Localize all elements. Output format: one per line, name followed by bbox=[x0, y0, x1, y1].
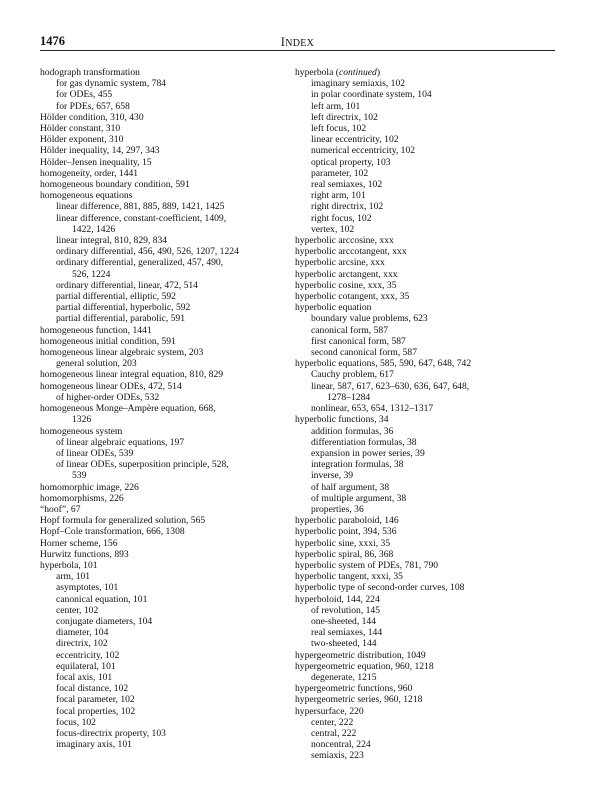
index-entry: hyperbolic equation bbox=[295, 302, 372, 314]
index-column-left bbox=[40, 67, 280, 750]
index-entry: homogeneous system bbox=[40, 425, 123, 437]
index-subentry: for PDEs, 657, 658 bbox=[56, 100, 130, 112]
index-entry: Hölder–Jensen inequality, 15 bbox=[40, 156, 152, 168]
index-subentry: vertex, 102 bbox=[311, 223, 355, 235]
index-subentry: second canonical form, 587 bbox=[311, 347, 418, 359]
index-subentry: linear difference, constant-coefficient, 1409, bbox=[56, 212, 227, 224]
index-entry: Hopf formula for generalized solution, 565 bbox=[40, 515, 206, 527]
index-entry: Hopf–Cole transformation, 666, 1308 bbox=[40, 526, 185, 538]
index-entry: homomorphic image, 226 bbox=[40, 481, 139, 493]
index-subentry: asymptotes, 101 bbox=[56, 582, 119, 594]
index-subentry: Cauchy problem, 617 bbox=[311, 369, 394, 381]
index-subentry: of half argument, 38 bbox=[311, 481, 390, 493]
index-subentry: conjugate diameters, 104 bbox=[56, 615, 153, 627]
index-subentry: properties, 36 bbox=[311, 503, 364, 515]
index-subentry: first canonical form, 587 bbox=[311, 335, 406, 347]
index-subentry: left directrix, 102 bbox=[311, 111, 378, 123]
index-entry: hyperbolic arccosine, xxx bbox=[295, 235, 394, 247]
index-subentry: linear, 587, 617, 623–630, 636, 647, 648, bbox=[311, 380, 470, 392]
index-subentry: of multiple argument, 38 bbox=[311, 492, 407, 504]
index-entry: homomorphisms, 226 bbox=[40, 492, 124, 504]
running-title-initial: I bbox=[280, 35, 286, 49]
index-subentry: focal parameter, 102 bbox=[56, 694, 135, 706]
index-entry: hyperbolic cotangent, xxx, 35 bbox=[295, 291, 410, 303]
index-entry: homogeneous function, 1441 bbox=[40, 324, 152, 336]
index-subentry: central, 222 bbox=[311, 727, 357, 739]
index-subentry: expansion in power series, 39 bbox=[311, 447, 425, 459]
index-subentry: noncentral, 224 bbox=[311, 739, 371, 751]
index-entry: hypersurface, 220 bbox=[295, 705, 364, 717]
running-title bbox=[40, 35, 555, 50]
index-subentry: 526, 1224 bbox=[72, 268, 111, 280]
index-subentry: differentiation formulas, 38 bbox=[311, 436, 417, 448]
page-header bbox=[40, 34, 555, 50]
page-number: 1476 bbox=[40, 34, 65, 48]
index-subentry: real semiaxes, 102 bbox=[311, 179, 383, 191]
index-subentry: partial differential, hyperbolic, 592 bbox=[56, 302, 191, 314]
index-entry: hyperbolic arcsine, xxx bbox=[295, 257, 385, 269]
index-subentry: of higher-order ODEs, 532 bbox=[56, 391, 160, 403]
index-subentry: degenerate, 1215 bbox=[311, 671, 377, 683]
index-entry: hypergeometric functions, 960 bbox=[295, 683, 413, 695]
index-subentry: left focus, 102 bbox=[311, 123, 367, 135]
index-subentry: inverse, 39 bbox=[311, 470, 354, 482]
index-entry: Horner scheme, 156 bbox=[40, 537, 118, 549]
index-subentry: ordinary differential, generalized, 457, 490, bbox=[56, 257, 224, 269]
index-subentry: for gas dynamic system, 784 bbox=[56, 78, 167, 90]
index-entry: hyperbolic tangent, xxxi, 35 bbox=[295, 571, 403, 583]
index-entry: homogeneous Monge–Ampère equation, 668, bbox=[40, 403, 216, 415]
index-entry: hypergeometric equation, 960, 1218 bbox=[295, 660, 434, 672]
index-subentry: of linear ODEs, superposition principle, 528, bbox=[56, 459, 229, 471]
index-subentry: focus-directrix property, 103 bbox=[56, 727, 166, 739]
index-subentry: imaginary semiaxis, 102 bbox=[311, 78, 406, 90]
index-entry: homogeneous linear integral equation, 810, 829 bbox=[40, 369, 224, 381]
index-entry: hyperbolic sine, xxxi, 35 bbox=[295, 537, 391, 549]
index-subentry: imaginary axis, 101 bbox=[56, 739, 132, 751]
index-subentry: two-sheeted, 144 bbox=[311, 638, 377, 650]
index-entry: hyperbolic equations, 585, 590, 647, 648, 742 bbox=[295, 358, 472, 370]
index-subentry: linear integral, 810, 829, 834 bbox=[56, 235, 168, 247]
index-subentry: partial differential, elliptic, 592 bbox=[56, 291, 176, 303]
index-subentry: focal axis, 101 bbox=[56, 671, 113, 683]
index-subentry: directrix, 102 bbox=[56, 638, 108, 650]
index-entry: hyperbolic point, 394, 536 bbox=[295, 526, 397, 538]
index-entry: hyperbolic cosine, xxx, 35 bbox=[295, 279, 397, 291]
index-subentry: semiaxis, 223 bbox=[311, 750, 364, 762]
index-subentry: equilateral, 101 bbox=[56, 660, 116, 672]
index-entry: Hurwitz functions, 893 bbox=[40, 548, 129, 560]
index-entry: homogeneous equations bbox=[40, 190, 133, 202]
index-entry: hypergeometric distribution, 1049 bbox=[295, 649, 426, 661]
index-subentry: right directrix, 102 bbox=[311, 201, 384, 213]
index-subentry: nonlinear, 653, 654, 1312–1317 bbox=[311, 403, 434, 415]
index-entry: hyperboloid, 144, 224 bbox=[295, 593, 380, 605]
index-entry: homogeneous initial condition, 591 bbox=[40, 335, 176, 347]
index-entry: Hölder exponent, 310 bbox=[40, 134, 124, 146]
index-subentry: linear eccentricity, 102 bbox=[311, 134, 399, 146]
index-entry: hyperbolic functions, 34 bbox=[295, 414, 389, 426]
index-subentry: parameter, 102 bbox=[311, 167, 369, 179]
index-entry: hyperbolic arccotangent, xxx bbox=[295, 246, 407, 258]
index-subentry: eccentricity, 102 bbox=[56, 649, 120, 661]
index-subentry: center, 102 bbox=[56, 604, 99, 616]
index-entry: homogeneous linear algebraic system, 203 bbox=[40, 347, 204, 359]
index-subentry: general solution, 203 bbox=[56, 358, 137, 370]
index-subentry: 539 bbox=[72, 470, 87, 482]
index-subentry: numerical eccentricity, 102 bbox=[311, 145, 416, 157]
index-subentry: ordinary differential, linear, 472, 514 bbox=[56, 279, 198, 291]
index-subentry: real semiaxes, 144 bbox=[311, 627, 383, 639]
index-subentry: focal distance, 102 bbox=[56, 683, 129, 695]
index-subentry: ordinary differential, 456, 490, 526, 1207, 1224 bbox=[56, 246, 239, 258]
running-title-smallcaps: NDEX bbox=[285, 38, 315, 49]
index-entry: Hölder condition, 310, 430 bbox=[40, 111, 144, 123]
index-subentry: of linear ODEs, 539 bbox=[56, 447, 134, 459]
index-subentry: focal properties, 102 bbox=[56, 705, 136, 717]
index-subentry: canonical form, 587 bbox=[311, 324, 388, 336]
index-entry: “hoof”, 67 bbox=[40, 503, 81, 515]
index-entry: Hölder inequality, 14, 297, 343 bbox=[40, 145, 160, 157]
index-entry: hyperbola (continued) bbox=[295, 67, 381, 78]
index-subentry: diameter, 104 bbox=[56, 627, 109, 639]
index-entry: hyperbolic paraboloid, 146 bbox=[295, 515, 399, 527]
index-entry: hyperbolic type of second-order curves, 108 bbox=[295, 582, 465, 594]
index-subentry: of linear algebraic equations, 197 bbox=[56, 436, 185, 448]
index-subentry: linear difference, 881, 885, 889, 1421, 1425 bbox=[56, 201, 225, 213]
index-subentry: 1326 bbox=[72, 414, 92, 426]
index-entry: hyperbola, 101 bbox=[40, 559, 98, 571]
index-entry: hyperbolic system of PDEs, 781, 790 bbox=[295, 559, 439, 571]
index-column-right bbox=[295, 67, 560, 762]
index-subentry: one-sheeted, 144 bbox=[311, 615, 377, 627]
index-subentry: partial differential, parabolic, 591 bbox=[56, 313, 186, 325]
index-subentry: of revolution, 145 bbox=[311, 604, 381, 616]
index-entry: hyperbolic spiral, 86, 368 bbox=[295, 548, 394, 560]
index-subentry: boundary value problems, 623 bbox=[311, 313, 428, 325]
index-subentry: 1422, 1426 bbox=[72, 223, 116, 235]
index-entry: hyperbolic arctangent, xxx bbox=[295, 268, 398, 280]
index-subentry: canonical equation, 101 bbox=[56, 593, 148, 605]
index-entry: homogeneous boundary condition, 591 bbox=[40, 179, 190, 191]
index-subentry: in polar coordinate system, 104 bbox=[311, 89, 432, 101]
index-subentry: optical property, 103 bbox=[311, 156, 391, 168]
index-subentry: right arm, 101 bbox=[311, 190, 366, 202]
index-subentry: integration formulas, 38 bbox=[311, 459, 404, 471]
index-subentry: focus, 102 bbox=[56, 716, 96, 728]
index-subentry: addition formulas, 36 bbox=[311, 425, 394, 437]
index-entry: hypergeometric series, 960, 1218 bbox=[295, 694, 423, 706]
index-entry: homogeneity, order, 1441 bbox=[40, 167, 139, 179]
header-rule bbox=[40, 50, 555, 51]
index-subentry: arm, 101 bbox=[56, 571, 91, 583]
index-subentry: for ODEs, 455 bbox=[56, 89, 113, 101]
index-entry: Hölder constant, 310 bbox=[40, 123, 121, 135]
index-subentry: 1278–1284 bbox=[327, 391, 371, 403]
index-entry: homogeneous linear ODEs, 472, 514 bbox=[40, 380, 182, 392]
index-subentry: center, 222 bbox=[311, 716, 354, 728]
index-entry: hodograph transformation bbox=[40, 67, 140, 78]
index-subentry: right focus, 102 bbox=[311, 212, 372, 224]
index-subentry: left arm, 101 bbox=[311, 100, 361, 112]
